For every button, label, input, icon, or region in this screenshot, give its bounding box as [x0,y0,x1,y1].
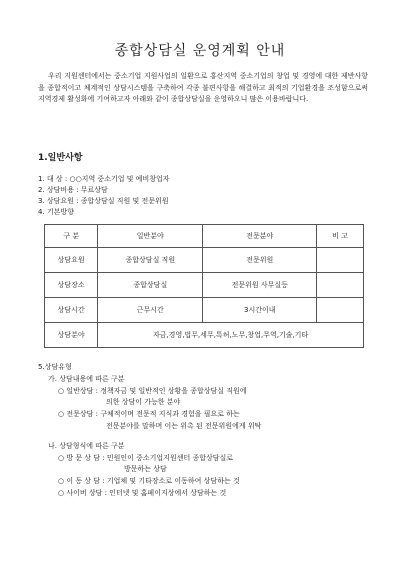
table-cell [317,273,364,298]
subsection-a-heading: 가. 상담내용에 따른 구분 [48,374,125,383]
table-cell: 상담분야 [45,323,98,348]
list-item: 4. 기본방향 [38,208,74,216]
section-5 [38,362,261,500]
section-5-heading: 5.상담유형 [38,363,72,371]
intro-paragraph [38,71,368,106]
table-cell: 자금,경영,법무,세무,특허,노무,창업,무역,기술,기타 [98,323,364,348]
list-item: ○ 사이버 상담 : 인터넷 및 홈페이지상에서 상담하는 것 [58,488,227,497]
list-item: ○ 일반상담 : 정책자금 및 일반적인 상황을 종합상담실 직원에 [58,386,247,395]
table-cell: 상담요원 [45,248,98,273]
list-item: 1. 대 상 : ○○지역 중소기업 및 예비창업자 [38,175,170,183]
table-header: 구 분 [45,225,98,248]
list-item-continuation: 전문분야를 말하며 이는 위촉 된 전문위원에게 위탁 [106,421,262,430]
table-header: 일반분야 [98,225,203,248]
list-item-continuation: 의한 상담이 가능한 분야 [106,398,181,407]
table-row [45,248,364,273]
table-row [45,323,364,348]
table-cell: 3시간이내 [203,298,317,323]
table-row [45,298,364,323]
section-1-heading: 1.일반사항 [38,153,83,163]
basic-direction-table [44,224,364,348]
page-title: 종합상담실 운영계획 안내 [114,43,286,59]
intro-text: 우리 지원센터에서는 중소기업 지원사업의 일환으로 홍산지역 중소기업의 창업 및 경영에 대한 제반사항을 종합적이고 체계적인 상담시스템을 구축하여 각종 불편사항을 해결하고 최적의 기업환경을 조성함으로써 지역경제 활성화에 기여하고자 아래와 같이 종합상담실을 운영하오니 많은 이용바랍니다. [38,72,368,103]
table-cell: 종합상담실 직원 [98,248,203,273]
table-header-row [45,225,364,248]
table-cell: 전문위원 사무실등 [203,273,317,298]
table-header: 전문분야 [203,225,317,248]
table-cell: 근무시간 [98,298,203,323]
table-cell: 종합상담실 [98,273,203,298]
table-cell [317,248,364,273]
table-row [45,273,364,298]
subsection-b-heading: 나. 상담형식에 따른 구분 [48,441,125,450]
general-items-list [38,174,170,218]
table-cell: 상담시간 [45,298,98,323]
list-item: ○ 방 문 상 담 : 민원인이 중소기업지원센터 종합상담실로 [58,453,234,462]
table-cell [317,298,364,323]
list-item: 2. 상담비용 : 무료상담 [38,186,108,194]
table-cell: 전문위원 [203,248,317,273]
table-header: 비 고 [317,225,364,248]
table-cell: 상담장소 [45,273,98,298]
list-item-continuation: 방문하는 상담 [124,465,167,474]
list-item: ○ 이 동 상 담 : 기업체 및 기타장소로 이동하여 상담하는 것 [58,477,240,486]
list-item: 3. 상담요원 : 종합상담실 직원 및 전문위원 [38,197,169,205]
list-item: ○ 전문상담 : 구체적이며 전문적 지식과 경험을 필요로 하는 [58,410,240,419]
